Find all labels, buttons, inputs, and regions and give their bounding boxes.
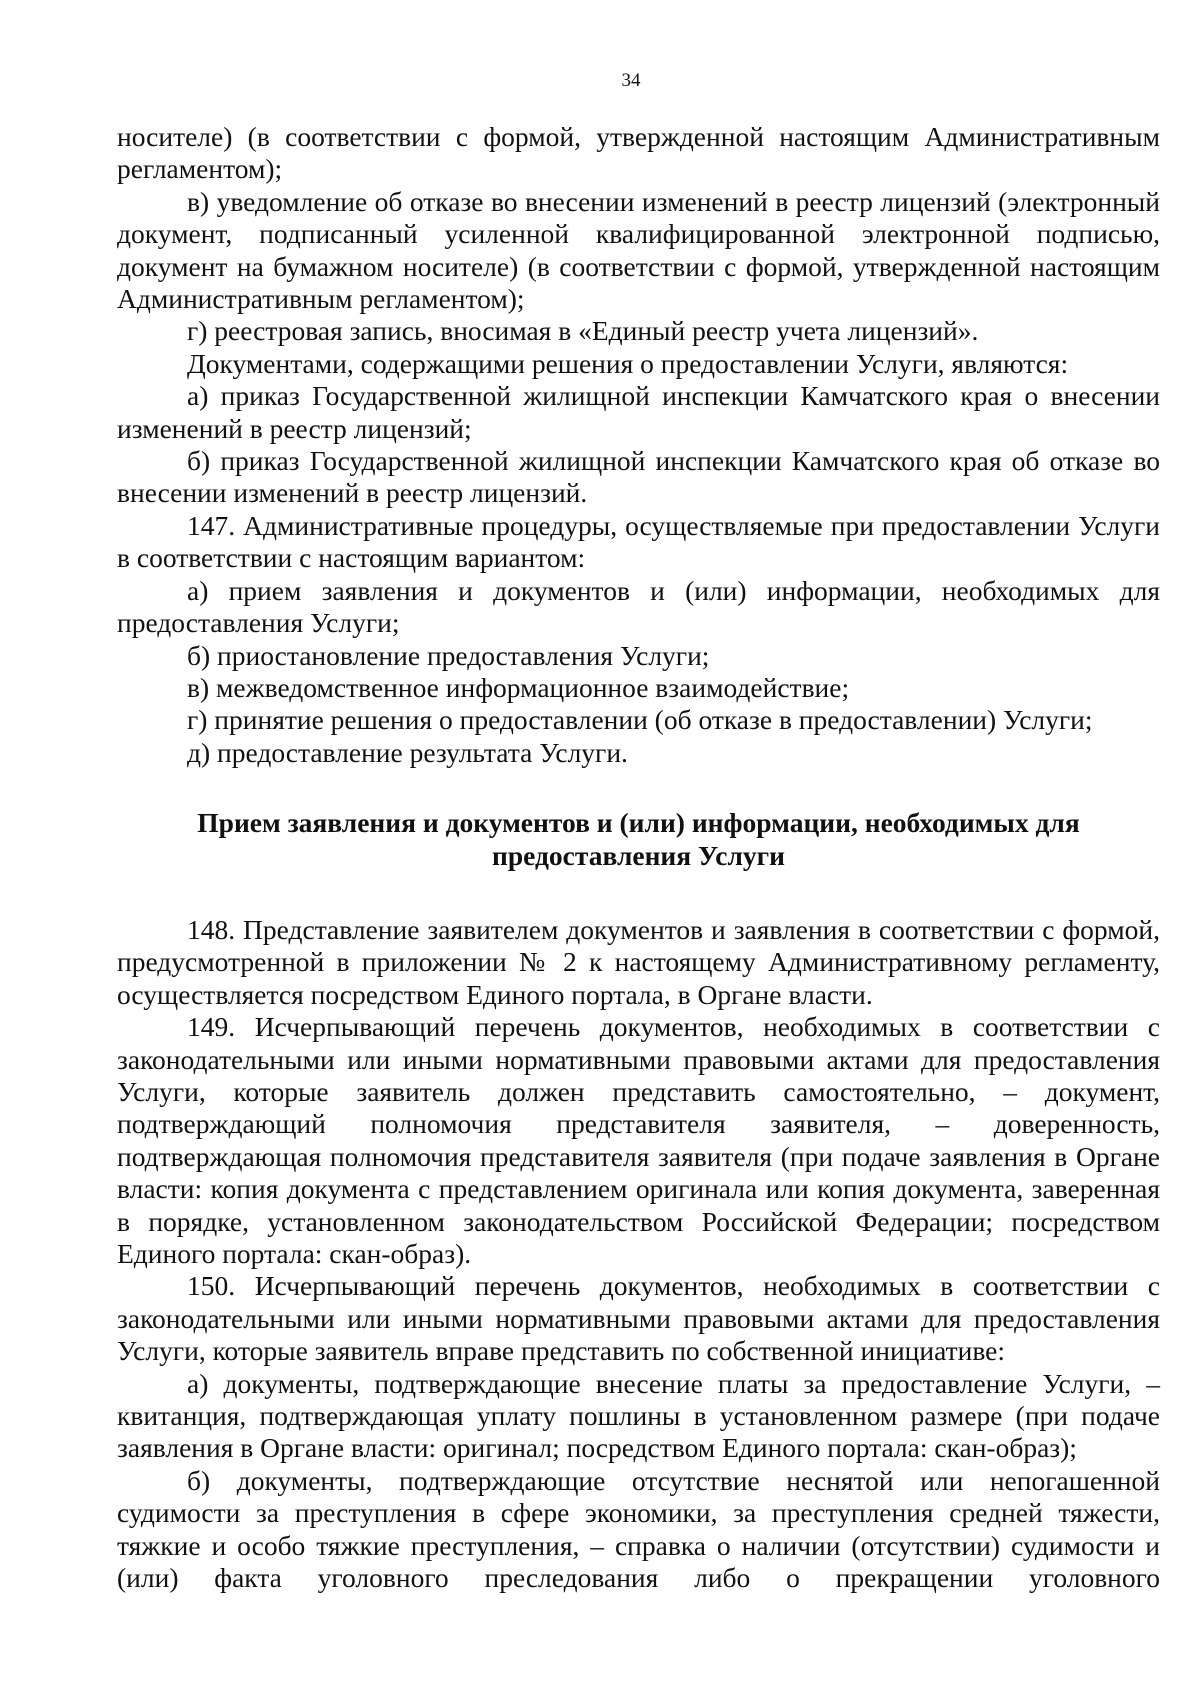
paragraph: г) реестровая запись, вносимая в «Единый реестр учета лицензий». bbox=[187, 315, 979, 347]
paragraph: д) предоставление результата Услуги. bbox=[187, 736, 628, 768]
paragraph: б) приостановление предоставления Услуги; bbox=[187, 639, 710, 671]
paragraph: 149. Исчерпывающий перечень документов, необходимых в соответствии с законодательными или иными нормативными правовыми актами для предоставления Услуги, которые заявитель должен представить самостоятельно, – документ, подтверждающий полномочия представителя заявителя, – доверенность, подтверждающая полномочия представителя заявителя (при подаче заявления в Органе власти: копия документа с представлением оригинала или копия документа, заверенная в порядке, установленном законодательством Российской Федерации; посредством Единого портала: скан-образ). bbox=[117, 1011, 1160, 1269]
document-body bbox=[117, 121, 1160, 1594]
paragraph: а) документы, подтверждающие внесение платы за предоставление Услуги, – квитанция, подтверждающая уплату пошлины в установленном размере (при подаче заявления в Органе власти: оригинал; посредством Единого портала: скан-образ); bbox=[117, 1367, 1160, 1464]
paragraph: Документами, содержащими решения о предоставлении Услуги, являются: bbox=[187, 347, 1069, 379]
page-number: 34 bbox=[621, 70, 641, 91]
paragraph: в) уведомление об отказе во внесении изменений в реестр лицензий (электронный документ, подписанный усиленной квалифицированной электронной подписью, документ на бумажном носителе) (в соответствии с формой, утвержденной настоящим Административным регламентом); bbox=[117, 185, 1160, 315]
paragraph: 148. Представление заявителем документов и заявления в соответствии с формой, предусмотренной в приложении № 2 к настоящему Административному регламенту, осуществляется посредством Единого портала, в Органе власти. bbox=[117, 913, 1160, 1010]
section-heading bbox=[117, 807, 1160, 872]
paragraph: б) документы, подтверждающие отсутствие неснятой или непогашенной судимости за преступления в сфере экономики, за преступления средней тяжести, тяжкие и особо тяжкие преступления, – справка о наличии (отсутствии) судимости и (или) факта уголовного преследования либо о прекращении уголовного bbox=[117, 1464, 1160, 1594]
paragraph: а) прием заявления и документов и (или) информации, необходимых для предоставления Услуги; bbox=[117, 574, 1160, 639]
paragraph: а) приказ Государственной жилищной инспекции Камчатского края о внесении изменений в реестр лицензий; bbox=[117, 380, 1160, 444]
paragraph: в) межведомственное информационное взаимодействие; bbox=[187, 671, 850, 703]
paragraph: г) принятие решения о предоставлении (об отказе в предоставлении) Услуги; bbox=[187, 704, 1093, 736]
paragraph: б) приказ Государственной жилищной инспекции Камчатского края об отказе во внесении изменений в реестр лицензий. bbox=[117, 445, 1160, 509]
paragraph: носителе) (в соответствии с формой, утвержденной настоящим Административным регламентом); bbox=[117, 121, 1160, 185]
section-heading-line: предоставления Услуги bbox=[492, 839, 785, 871]
paragraph: 150. Исчерпывающий перечень документов, необходимых в соответствии с законодательными или иными нормативными правовыми актами для предоставления Услуги, которые заявитель вправе представить по собственной инициативе: bbox=[117, 1270, 1160, 1367]
section-heading-line: Прием заявления и документов и (или) информации, необходимых для bbox=[197, 807, 1080, 839]
paragraph: 147. Административные процедуры, осуществляемые при предоставлении Услуги в соответствии с настоящим вариантом: bbox=[117, 509, 1160, 574]
